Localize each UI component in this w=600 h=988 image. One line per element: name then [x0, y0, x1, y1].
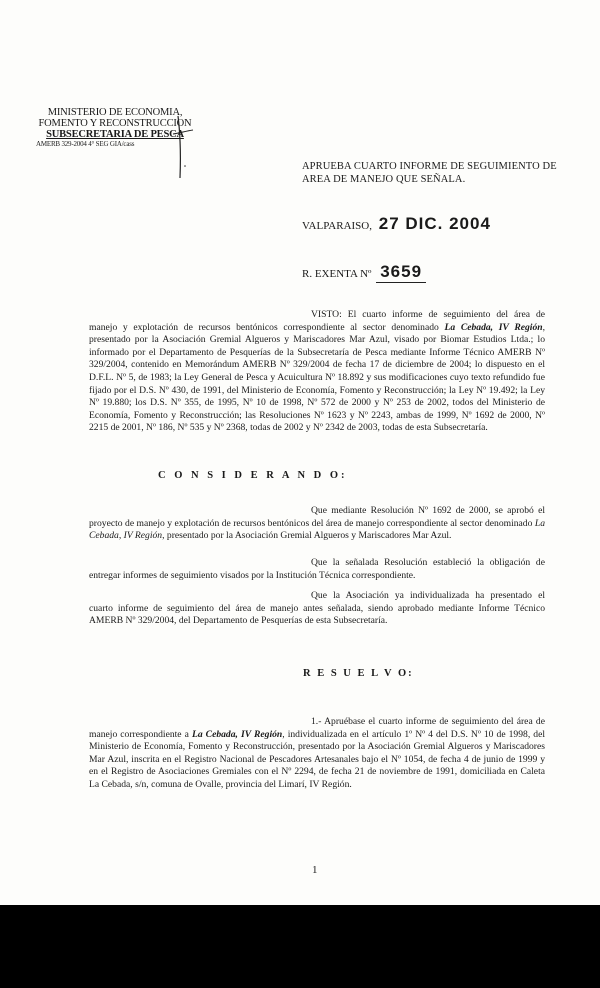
- resolution-subject: APRUEBA CUARTO INFORME DE SEGUIMIENTO DE AREA DE MANEJO QUE SEÑALA.: [302, 161, 557, 185]
- considerando-paragraph-2: Que la señalada Resolución estableció la obligación de entregar informes de seguimiento visados por la Institución Técnica correspondiente.: [89, 557, 545, 581]
- visto-label: VISTO:: [311, 309, 342, 320]
- considerando-heading: C O N S I D E R A N D O:: [158, 470, 348, 481]
- signature-mark-icon: [172, 112, 194, 182]
- resolution-number: 3659: [376, 262, 426, 283]
- visto-paragraph: VISTO: El cuarto informe de seguimiento del área de manejo y explotación de recursos bentónicos correspondiente al sector denominado La Cebada, IV Región, presentado por la Asociación Gremial Algueros y Mariscadores Mar Azul, visado por Biomar Estudios Ltda.; lo informado por el Departamento de Pesquerías de la Subsecretaría de Pesca mediante Informe Técnico AMERB Nº 329/2004, contenido en Memorándum AMERB Nº 329/2004 de fecha 17 de diciembre de 2004; lo dispuesto en el D.F.L. Nº 5, de 1983; la Ley General de Pesca y Acuicultura Nº 18.892 y sus modificaciones cuyo texto refundido fue fijado por el D.S. Nº 430, de 1991, del Ministerio de Economía, Fomento y Reconstrucción; la Ley Nº 19.492; la Ley Nº 19.880; los D.S. Nº 355, de 1995, Nº 10 de 1998, Nº 572 de 2000 y Nº 253 de 2002, todos del Ministerio de Economía, Fomento y Reconstrucción; las Resoluciones Nº 1623 y Nº 2243, ambas de 1999, Nº 1692 de 2000, Nº 2215 de 2001, Nº 186, Nº 535 y Nº 2368, todas de 2002 y Nº 2342 de 2003, todas de esta Subsecretaría.: [89, 309, 545, 434]
- subsecretaria-name: SUBSECRETARIA DE PESCA: [46, 129, 184, 140]
- document-reference: AMERB 329-2004 4° SEG GIA/cass: [36, 140, 135, 148]
- place-and-date: [302, 214, 572, 234]
- sector-name: La Cebada, IV Región: [89, 517, 545, 542]
- date-stamp: 27 DIC. 2004: [378, 214, 491, 233]
- place-name: VALPARAISO,: [302, 220, 372, 232]
- resolution-number-line: [302, 262, 426, 283]
- resolution-label: R. EXENTA Nº: [302, 268, 372, 280]
- considerando-paragraph-3: Que la Asociación ya individualizada ha presentado el cuarto informe de seguimiento del área de manejo antes señalada, siendo aprobado mediante Informe Técnico AMERB Nº 329/2004, del Departamento de Pesquerías de esta Subsecretaría.: [89, 590, 545, 627]
- considerando-paragraph-1: Que mediante Resolución Nº 1692 de 2000, se aprobó el proyecto de manejo y explotación de recursos bentónicos del área de manejo correspondiente al sector denominado La Cebada, IV Región, presentado por la Asociación Gremial Algueros y Mariscadores Mar Azul.: [89, 505, 545, 542]
- ministry-name-line1: MINISTERIO DE ECONOMIA,: [47, 107, 183, 118]
- resuelvo-paragraph-1: 1.- Apruébase el cuarto informe de seguimiento del área de manejo correspondiente a La Cebada, IV Región, individualizada en el artículo 1º Nº 4 del D.S. Nº 10 de 1998, del Ministerio de Economía, Fomento y Reconstrucción, presentado por la Asociación Gremial Algueros y Mariscadores Mar Azul, inscrita en el Registro Nacional de Pescadores Artesanales bajo el Nº 1054, de fecha 4 de junio de 1999 y en el Registro de Asociaciones Gremiales con el Nº 2294, de fecha 21 de noviembre de 1991, domiciliada en Caleta La Cebada, s/n, comuna de Ovalle, provincia del Limarí, IV Región.: [89, 716, 546, 790]
- page-number: 1: [312, 864, 318, 876]
- ministry-name-line2: FOMENTO Y RECONSTRUCCION: [38, 118, 192, 129]
- sector-name: La Cebada, IV Región: [444, 321, 543, 333]
- sector-name: La Cebada, IV Región: [191, 728, 283, 740]
- resuelvo-heading: R E S U E L V O:: [303, 668, 414, 679]
